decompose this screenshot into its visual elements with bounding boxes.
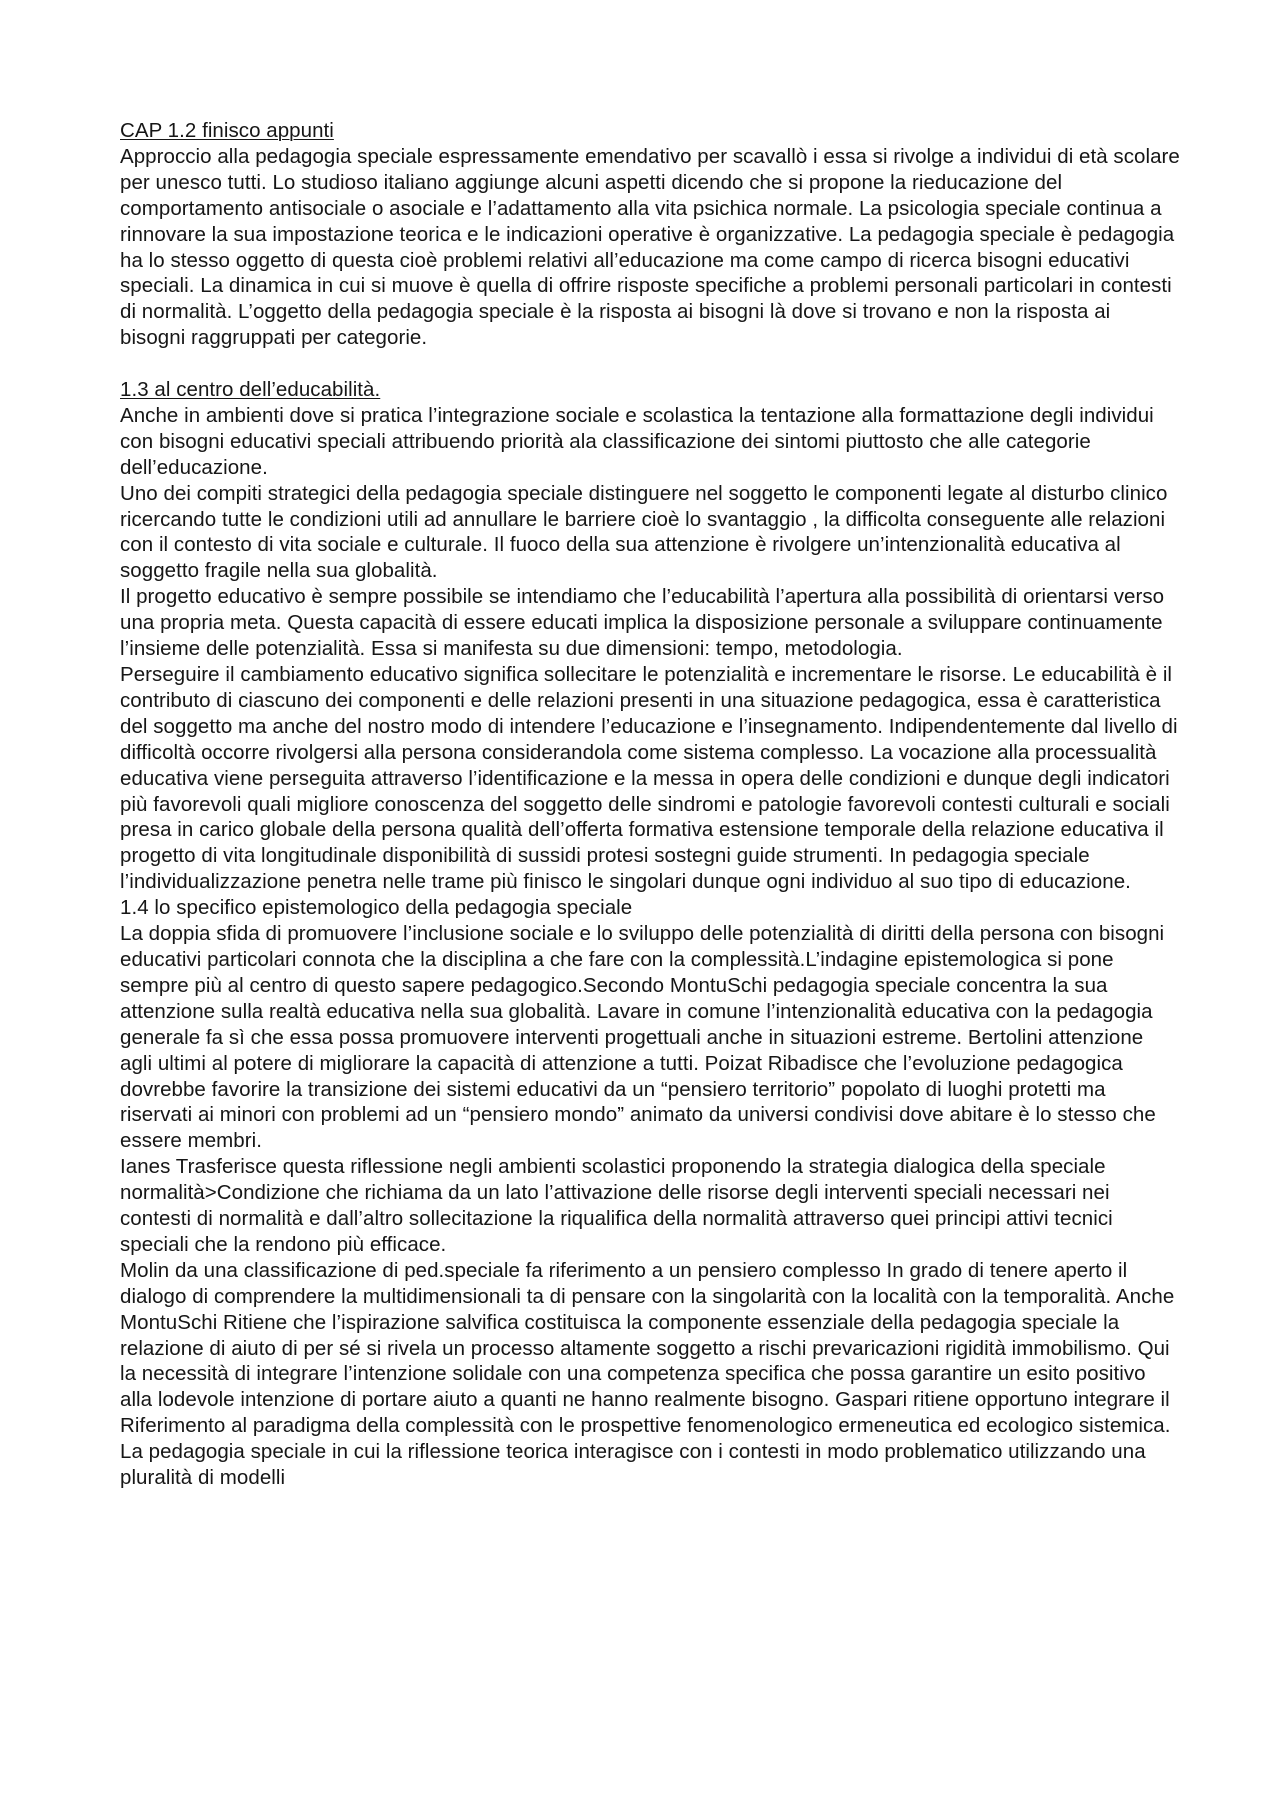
section-heading-1-2: CAP 1.2 finisco appunti xyxy=(120,119,334,142)
section-heading-1-3: 1.3 al centro dell’educabilità. xyxy=(120,378,381,402)
paragraph: Perseguire il cambiamento educativo significa sollecitare le potenzialità e incrementare le risorse. Le educabilità è il contributo di ciascuno dei componenti e delle relazioni presenti in una situazione pedagogica, essa è caratteristica del soggetto ma anche del nostro modo di intendere l’educazione e l’insegnamento. Indipendentemente dal livello di difficoltà occorre rivolgersi alla persona considerandola come sistema complesso. La vocazione alla processualità educativa viene perseguita attraverso l’identificazione e la messa in opera delle condizioni e dunque degli indicatori più favorevoli quali migliore conoscenza del soggetto delle sindromi e patologie favorevoli contesti culturali e sociali presa in carico globale della persona qualità dell’offerta formativa estensione temporale della relazione educativa il progetto di vita longitudinale disponibilità di sussidi protesi sostegni guide strumenti. In pedagogia speciale l’individualizzazione penetra nelle trame più finisco le singolari dunque ogni individuo al suo tipo di educazione. xyxy=(120,663,1178,894)
paragraph: Il progetto educativo è sempre possibile se intendiamo che l’educabilità l’apertura alla possibilità di orientarsi verso una propria meta. Questa capacità di essere educati implica la disposizione personale a sviluppare continuamente l’insieme delle potenzialità. Essa si manifesta su due dimensioni: tempo, metodologia. xyxy=(120,585,1165,661)
paragraph: Molin da una classificazione di ped.speciale fa riferimento a un pensiero complesso In grado di tenere aperto il dialogo di comprendere la multidimensionali ta di pensare con la singolarità con la località con la temporalità. Anche MontuSchi Ritiene che l’ispirazione salvifica costituisca la componente essenziale della pedagogia speciale la relazione di aiuto di per sé si rivela un processo altamente soggetto a rischi prevaricazioni rigidità immobilismo. Qui la necessità di integrare l’intenzione solidale con una competenza specifica che possa garantire un esito positivo alla lodevole intenzione di portare aiuto a quanti ne hanno realmente bisogno. Gaspari ritiene opportuno integrare il Riferimento al paradigma della complessità con le prospettive fenomenologico ermeneutica ed ecologico sistemica. La pedagogia speciale in cui la riflessione teorica interagisce con i contesti in modo problematico utilizzando una pluralità di modelli xyxy=(120,1258,1175,1490)
section-heading-1-4: 1.4 lo specifico epistemologico della pedagogia speciale xyxy=(120,896,633,920)
document-page xyxy=(120,118,1180,1491)
paragraph: La doppia sfida di promuovere l’inclusione sociale e lo sviluppo delle potenzialità di diritti della persona con bisogni educativi particolari connota che la disciplina a che fare con la complessità.L’indagine epistemologica si pone sempre più al centro di questo sapere pedagogico.Secondo MontuSchi pedagogia speciale concentra la sua attenzione sulla realtà educativa nella sua globalità. Lavare in comune l’intenzionalità educativa con la pedagogia generale fa sì che essa possa promuovere interventi progettuali anche in situazioni estreme. Bertolini attenzione agli ultimi al potere di migliorare la capacità di attenzione a tutti. Poizat Ribadisce che l’evoluzione pedagogica dovrebbe favorire la transizione dei sistemi educativi da un “pensiero territorio” popolato di luoghi protetti ma riservati ai minori con problemi ad un “pensiero mondo” animato da universi condivisi dove abitare è lo stesso che essere membri. xyxy=(120,922,1165,1153)
paragraph: Anche in ambienti dove si pratica l’integrazione sociale e scolastica la tentazione alla formattazione degli individui con bisogni educativi speciali attribuendo priorità ala classificazione dei sintomi piuttosto che alle categorie dell’educazione. xyxy=(120,403,1154,479)
paragraph: Uno dei compiti strategici della pedagogia speciale distinguere nel soggetto le componenti legate al disturbo clinico ricercando tutte le condizioni utili ad annullare le barriere cioè lo svantaggio , la difficolta conseguente alle relazioni con il contesto di vita sociale e culturale. Il fuoco della sua attenzione è rivolgere un’intenzionalità educativa al soggetto fragile nella sua globalità. xyxy=(120,481,1168,583)
paragraph: Approccio alla pedagogia speciale espressamente emendativo per scavallò i essa si rivolge a individui di età scolare per unesco tutti. Lo studioso italiano aggiunge alcuni aspetti dicendo che si propone la rieducazione del comportamento antisociale o asociale e l’adattamento alla vita psichica normale. La psicologia speciale continua a rinnovare la sua impostazione teorica e le indicazioni operative è organizzative. La pedagogia speciale è pedagogia ha lo stesso oggetto di questa cioè problemi relativi all’educazione ma come campo di ricerca bisogni educativi speciali. La dinamica in cui si muove è quella di offrire risposte specifiche a problemi personali particolari in contesti di normalità. L’oggetto della pedagogia speciale è la risposta ai bisogni là dove si trovano e non la risposta ai bisogni raggruppati per categorie. xyxy=(120,144,1180,350)
blank-line xyxy=(120,351,1180,377)
paragraph: Ianes Trasferisce questa riflessione negli ambienti scolastici proponendo la strategia dialogica della speciale normalità>Condizione che richiama da un lato l’attivazione delle risorse degli interventi speciali necessari nei contesti di normalità e dall’altro sollecitazione la riqualifica della normalità attraverso quei principi attivi tecnici speciali che la rendono più efficace. xyxy=(120,1155,1113,1256)
